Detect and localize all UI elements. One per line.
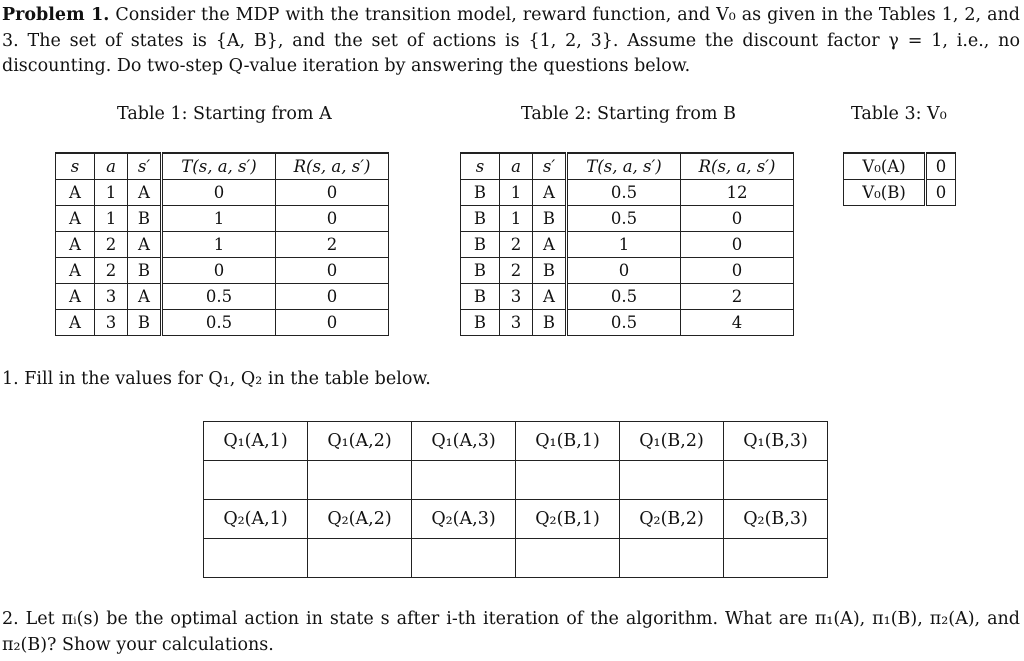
table-cell: 0 [681, 258, 794, 284]
q1-header-cell: Q₁(A,3) [412, 422, 516, 461]
q-values-table [203, 421, 828, 578]
q1-header-cell: Q₁(A,2) [308, 422, 412, 461]
answer-cell[interactable] [204, 461, 308, 500]
header-cell: s [56, 153, 95, 180]
answer-cell[interactable] [516, 539, 620, 578]
answer-cell[interactable] [724, 539, 828, 578]
table-row [461, 310, 794, 336]
answer-cell[interactable] [620, 461, 724, 500]
table-cell: B [533, 310, 567, 336]
table-cell: B [128, 310, 162, 336]
table-row [56, 180, 389, 206]
question1-text: 1. Fill in the values for Q₁, Q₂ in the table below. [2, 369, 431, 389]
table-cell: A [533, 284, 567, 310]
table-cell: B [461, 206, 500, 232]
table-cell: A [128, 180, 162, 206]
table-row [844, 180, 956, 206]
table-cell: 0 [162, 258, 276, 284]
table-cell: 2 [681, 284, 794, 310]
table-cell: 0.5 [162, 284, 276, 310]
answer-cell[interactable] [412, 539, 516, 578]
table-cell: 1 [95, 206, 128, 232]
table-row [844, 153, 956, 180]
table-cell: 0 [276, 284, 389, 310]
table-cell: B [533, 258, 567, 284]
table-cell: 1 [162, 232, 276, 258]
table1-caption: Table 1: Starting from A [117, 104, 332, 124]
header-cell: R(s, a, s′) [276, 153, 389, 180]
table-cell: 0.5 [567, 206, 681, 232]
table-cell: A [128, 284, 162, 310]
header-cell: s′ [533, 153, 567, 180]
table-cell: A [128, 232, 162, 258]
header-cell: s [461, 153, 500, 180]
table-row [461, 258, 794, 284]
table3-caption: Table 3: V₀ [851, 104, 947, 124]
table-cell: 0 [276, 180, 389, 206]
header-cell: T(s, a, s′) [567, 153, 681, 180]
table1 [55, 152, 389, 336]
header-cell: T(s, a, s′) [162, 153, 276, 180]
table-cell: A [533, 232, 567, 258]
table-row [461, 206, 794, 232]
table-cell: B [128, 258, 162, 284]
table-cell: 1 [500, 206, 533, 232]
table-cell: A [56, 310, 95, 336]
table-cell: B [461, 284, 500, 310]
table-row [56, 232, 389, 258]
q1-header-cell: Q₁(A,1) [204, 422, 308, 461]
table-cell: 0 [681, 206, 794, 232]
table-cell: 0 [276, 258, 389, 284]
table-cell: 0.5 [567, 310, 681, 336]
table-cell: 2 [276, 232, 389, 258]
table-cell: B [461, 232, 500, 258]
q2-header-cell: Q₂(A,2) [308, 500, 412, 539]
header-cell: s′ [128, 153, 162, 180]
table-cell: B [128, 206, 162, 232]
table-cell: 1 [95, 180, 128, 206]
table2-header-row [461, 153, 794, 180]
table-cell: 1 [567, 232, 681, 258]
answer-cell[interactable] [308, 539, 412, 578]
table-cell: B [461, 310, 500, 336]
table-cell: 0 [162, 180, 276, 206]
answer-cell[interactable] [308, 461, 412, 500]
answer-cell[interactable] [516, 461, 620, 500]
table-cell: A [56, 258, 95, 284]
answer-cell[interactable] [412, 461, 516, 500]
problem-text: Consider the MDP with the transition model, reward function, and V₀ as given in the Tables 1, 2, and 3. The set of states is {A, B}, and the set of actions is {1, 2, 3}. Assume the discount factor γ = 1, i.e., no discounting. Do two-step Q-value iteration by answering the questions below. [2, 5, 1021, 76]
q2-header-cell: Q₂(B,1) [516, 500, 620, 539]
table-cell: 0 [276, 206, 389, 232]
table-cell: 0.5 [567, 284, 681, 310]
table-cell: 0.5 [162, 310, 276, 336]
table-row [461, 232, 794, 258]
table-cell: 1 [500, 180, 533, 206]
problem-label: Problem 1. [2, 5, 110, 25]
table-cell: 3 [95, 284, 128, 310]
q2-header-cell: Q₂(B,3) [724, 500, 828, 539]
table-cell: 3 [95, 310, 128, 336]
q2-header-row [204, 500, 828, 539]
answer-cell[interactable] [204, 539, 308, 578]
table2 [460, 152, 794, 336]
table-cell: 3 [500, 310, 533, 336]
table-row [56, 206, 389, 232]
q2-header-cell: Q₂(A,3) [412, 500, 516, 539]
q2-header-cell: Q₂(A,1) [204, 500, 308, 539]
table-cell: 3 [500, 284, 533, 310]
q1-header-cell: Q₁(B,1) [516, 422, 620, 461]
table-cell: 0 [926, 180, 956, 206]
table-cell: 2 [500, 258, 533, 284]
table2-caption: Table 2: Starting from B [521, 104, 736, 124]
table-cell: 12 [681, 180, 794, 206]
q1-header-cell: Q₁(B,2) [620, 422, 724, 461]
q2-header-cell: Q₂(B,2) [620, 500, 724, 539]
table-cell: A [56, 206, 95, 232]
table-cell: 0 [681, 232, 794, 258]
header-cell: a [95, 153, 128, 180]
table-cell: B [461, 180, 500, 206]
table-row [56, 258, 389, 284]
table-row [461, 180, 794, 206]
problem-statement [2, 3, 1020, 80]
table-cell: 0 [926, 153, 956, 180]
q1-header-cell: Q₁(B,3) [724, 422, 828, 461]
table-row [56, 310, 389, 336]
q1-answer-row [204, 461, 828, 500]
table-cell: 4 [681, 310, 794, 336]
table-cell: B [533, 206, 567, 232]
table-cell: A [56, 284, 95, 310]
table-row [56, 284, 389, 310]
answer-cell[interactable] [724, 461, 828, 500]
table-row [461, 284, 794, 310]
table-cell: 0 [276, 310, 389, 336]
q2-answer-row [204, 539, 828, 578]
question2-text: 2. Let πᵢ(s) be the optimal action in state s after i-th iteration of the algorithm. What are π₁(A), π₁(B), π₂(A), and π₂(B)? Show your calculations. [2, 609, 1020, 655]
table-cell: A [56, 180, 95, 206]
header-cell: a [500, 153, 533, 180]
q1-header-row [204, 422, 828, 461]
table-cell: 2 [95, 258, 128, 284]
answer-cell[interactable] [620, 539, 724, 578]
table3 [843, 152, 956, 206]
header-cell: R(s, a, s′) [681, 153, 794, 180]
table-cell: A [56, 232, 95, 258]
table-cell: 2 [95, 232, 128, 258]
table-cell: V₀(B) [844, 180, 926, 206]
table-cell: 2 [500, 232, 533, 258]
table1-header-row [56, 153, 389, 180]
table-cell: 1 [162, 206, 276, 232]
table-cell: B [461, 258, 500, 284]
table-cell: 0 [567, 258, 681, 284]
table-cell: A [533, 180, 567, 206]
table-cell: 0.5 [567, 180, 681, 206]
table-cell: V₀(A) [844, 153, 926, 180]
